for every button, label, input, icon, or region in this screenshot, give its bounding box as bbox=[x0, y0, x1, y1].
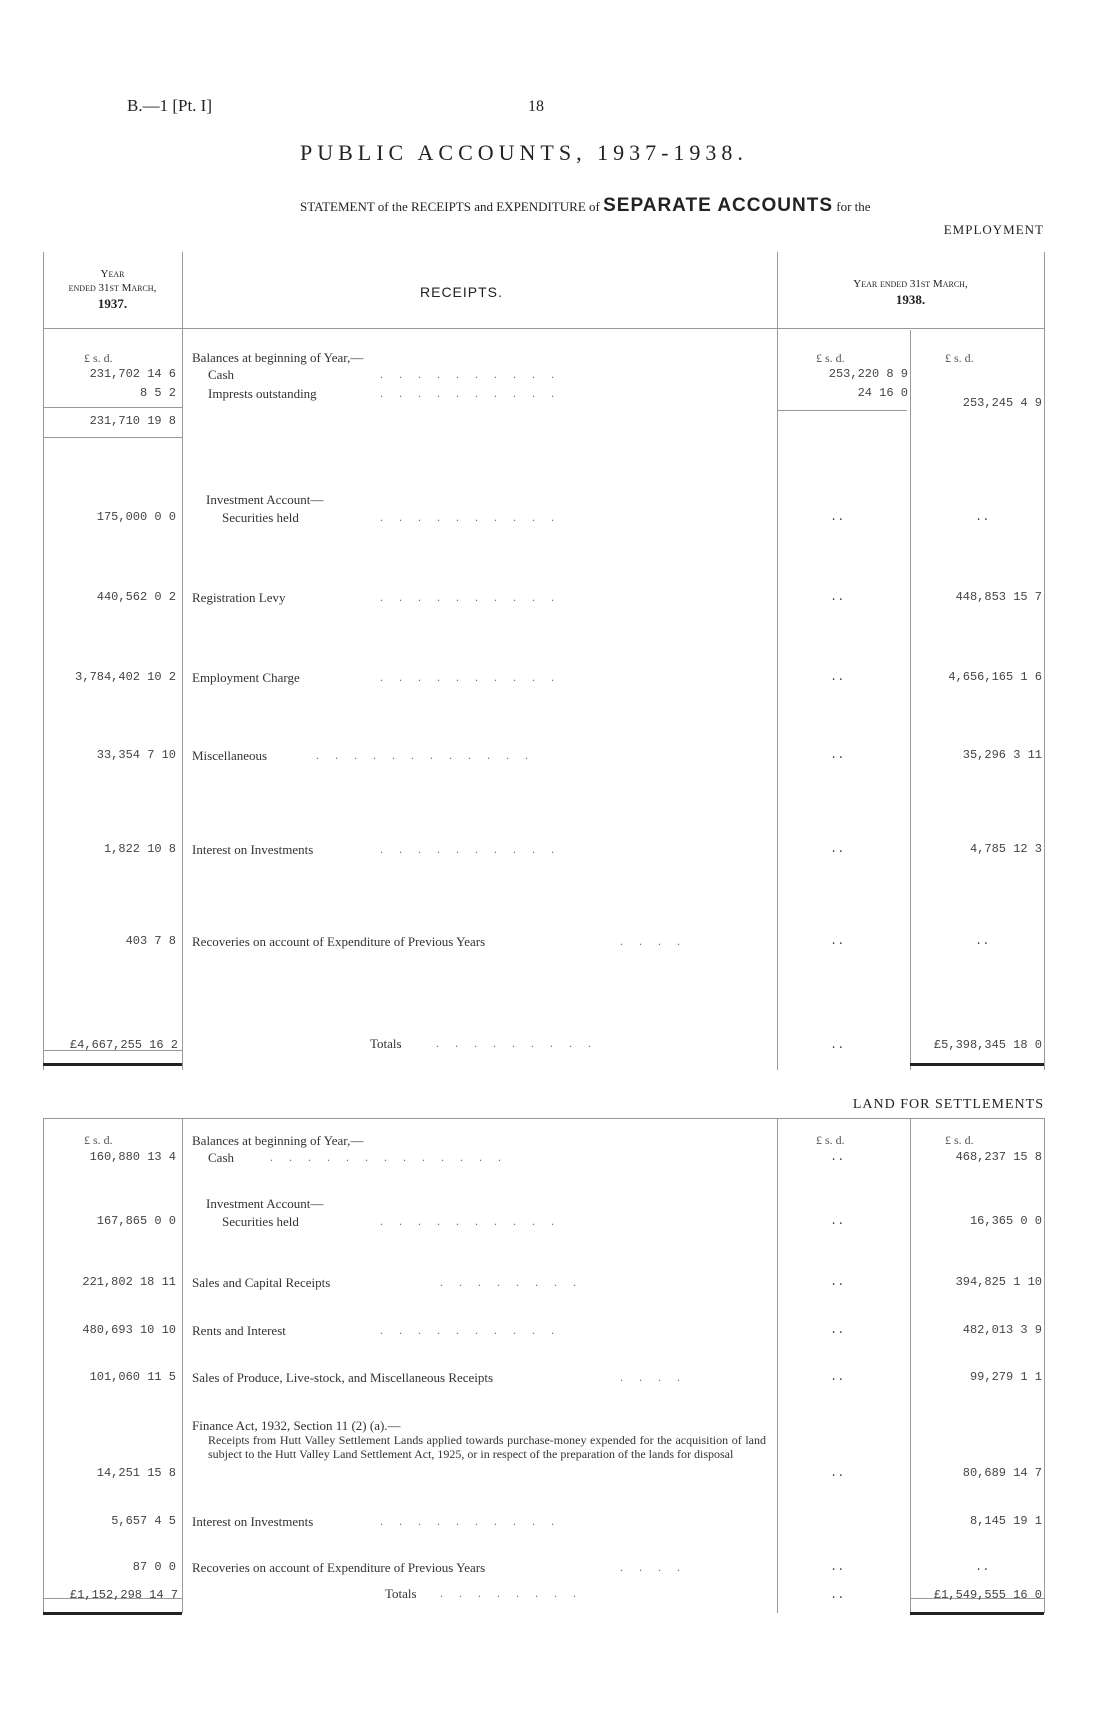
rule bbox=[182, 252, 183, 1070]
amount-1937: 1,822 10 8 bbox=[103, 842, 176, 856]
amount-1937: 101,060 11 5 bbox=[89, 1370, 176, 1384]
lsd-heading: £ s. d. bbox=[945, 351, 974, 365]
column-header-receipts: RECEIPTS. bbox=[420, 284, 503, 300]
amount-1937: 5,657 4 5 bbox=[111, 1514, 176, 1528]
statement-post: for the bbox=[836, 199, 871, 214]
leader-dots: .... bbox=[620, 934, 696, 948]
column-header-1937: Year ended 31st March, 1937. bbox=[68, 268, 157, 311]
amount-1937: 440,562 0 2 bbox=[96, 590, 176, 604]
amount-1937: 175,000 0 0 bbox=[96, 510, 176, 524]
row-label: Interest on Investments bbox=[192, 842, 314, 857]
row-label: Finance Act, 1932, Section 11 (2) (a).— bbox=[192, 1418, 401, 1433]
amount-1937: 160,880 13 4 bbox=[89, 1150, 176, 1164]
amount-1938: .. bbox=[975, 510, 990, 524]
row-label: Sales and Capital Receipts bbox=[192, 1275, 331, 1290]
rule bbox=[43, 1118, 1044, 1119]
leader-dots: .......... bbox=[380, 510, 570, 524]
leader-dots: .......... bbox=[380, 590, 570, 604]
rule bbox=[777, 1118, 778, 1613]
amount-sub: .. bbox=[830, 842, 845, 856]
row-label: Investment Account— bbox=[206, 492, 324, 507]
row-label: Registration Levy bbox=[192, 590, 286, 605]
amount-1938: 448,853 15 7 bbox=[955, 590, 1042, 604]
amount-1937: 8 5 2 bbox=[139, 386, 176, 400]
statement-heading bbox=[300, 195, 871, 217]
rule bbox=[43, 1063, 182, 1066]
amount-1937: 87 0 0 bbox=[132, 1560, 176, 1574]
amount-1937: 221,802 18 11 bbox=[82, 1275, 176, 1289]
amount-sub: .. bbox=[830, 1214, 845, 1228]
amount-1938: 8,145 19 1 bbox=[969, 1514, 1042, 1528]
leader-dots: .......... bbox=[380, 367, 570, 381]
amount-1938: .. bbox=[975, 934, 990, 948]
amount-1937: 231,710 19 8 bbox=[89, 414, 176, 428]
rule bbox=[1044, 252, 1045, 1070]
row-label: Employment Charge bbox=[192, 670, 300, 685]
row-label: Investment Account— bbox=[206, 1196, 324, 1211]
amount-1937: 231,702 14 6 bbox=[89, 367, 176, 381]
row-label: Interest on Investments bbox=[192, 1514, 314, 1529]
leader-dots: .......... bbox=[380, 1323, 570, 1337]
rule bbox=[910, 1063, 1044, 1066]
leader-dots: .......... bbox=[380, 1514, 570, 1528]
column-header-1938: Year ended 31st March, 1938. bbox=[853, 278, 968, 307]
rule bbox=[910, 1118, 911, 1613]
row-label: Miscellaneous bbox=[192, 748, 268, 763]
lsd-heading: £ s. d. bbox=[84, 1133, 113, 1147]
leader-dots: ......... bbox=[436, 1036, 607, 1050]
amount-1938: 482,013 3 9 bbox=[962, 1323, 1042, 1337]
rule bbox=[43, 1612, 182, 1615]
lsd-heading: £ s. d. bbox=[84, 351, 113, 365]
statement-pre: STATEMENT of the RECEIPTS and EXPENDITURE of bbox=[300, 199, 600, 214]
row-label: Cash bbox=[208, 367, 234, 382]
amount-1938: 4,785 12 3 bbox=[969, 842, 1042, 856]
page-number: 18 bbox=[528, 98, 544, 115]
amount-1937: 480,693 10 10 bbox=[82, 1323, 176, 1337]
rule bbox=[43, 437, 182, 438]
row-label: Rents and Interest bbox=[192, 1323, 286, 1338]
total-1937: £1,152,298 14 7 bbox=[69, 1588, 178, 1602]
lsd-heading: £ s. d. bbox=[945, 1133, 974, 1147]
amount-sub: .. bbox=[830, 510, 845, 524]
row-label: Balances at beginning of Year,— bbox=[192, 1133, 364, 1148]
amount-1938: 253,245 4 9 bbox=[962, 396, 1042, 410]
amount-1937: 3,784,402 10 2 bbox=[75, 670, 176, 684]
rule bbox=[43, 328, 1044, 329]
amount-1937: 403 7 8 bbox=[125, 934, 176, 948]
leader-dots: .......... bbox=[380, 842, 570, 856]
leader-dots: ........ bbox=[440, 1275, 592, 1289]
leader-dots: ........ bbox=[440, 1586, 592, 1600]
leader-dots: .......... bbox=[380, 670, 570, 684]
amount-1937: 167,865 0 0 bbox=[96, 1214, 176, 1228]
total-1937: £4,667,255 16 2 bbox=[69, 1038, 178, 1052]
document-reference: B.—1 [Pt. I] bbox=[127, 96, 212, 115]
row-label: Totals bbox=[385, 1586, 417, 1601]
total-1938: £1,549,555 16 0 bbox=[933, 1588, 1042, 1602]
amount-1938: 80,689 14 7 bbox=[962, 1466, 1042, 1480]
row-label: Securities held bbox=[222, 510, 299, 525]
amount-sub: .. bbox=[830, 1370, 845, 1384]
amount-1937: 14,251 15 8 bbox=[96, 1466, 176, 1480]
amount-1938: 35,296 3 11 bbox=[962, 748, 1042, 762]
amount-1938: 99,279 1 1 bbox=[969, 1370, 1042, 1384]
lsd-heading: £ s. d. bbox=[816, 1133, 845, 1147]
amount-1938: .. bbox=[975, 1560, 990, 1574]
amount-1938: 468,237 15 8 bbox=[955, 1150, 1042, 1164]
amount-sub: .. bbox=[830, 670, 845, 684]
row-label: Cash bbox=[208, 1150, 234, 1165]
amount-sub: .. bbox=[830, 1038, 845, 1052]
leader-dots: .......... bbox=[380, 386, 570, 400]
rule bbox=[182, 1118, 183, 1613]
amount-sub: .. bbox=[830, 1150, 845, 1164]
lsd-heading: £ s. d. bbox=[816, 351, 845, 365]
statement-big: SEPARATE ACCOUNTS bbox=[603, 195, 834, 216]
section-land-for-settlements: LAND FOR SETTLEMENTS bbox=[852, 1097, 1044, 1112]
amount-sub: .. bbox=[830, 934, 845, 948]
amount-sub: .. bbox=[830, 1323, 845, 1337]
total-1938: £5,398,345 18 0 bbox=[933, 1038, 1042, 1052]
rule bbox=[777, 410, 907, 411]
amount-sub: .. bbox=[830, 1466, 845, 1480]
row-label: Imprests outstanding bbox=[208, 386, 317, 401]
amount-sub: .. bbox=[830, 1275, 845, 1289]
amount-1938: 4,656,165 1 6 bbox=[948, 670, 1042, 684]
rule bbox=[1044, 1118, 1045, 1613]
row-label: Balances at beginning of Year,— bbox=[192, 350, 364, 365]
row-label: Recoveries on account of Expenditure of Previous Years bbox=[192, 1560, 486, 1575]
amount-1937: 33,354 7 10 bbox=[96, 748, 176, 762]
leader-dots: ............ bbox=[316, 748, 544, 762]
amount-1938: 16,365 0 0 bbox=[969, 1214, 1042, 1228]
rule bbox=[43, 407, 182, 408]
leader-dots: ............. bbox=[270, 1150, 517, 1164]
leader-dots: .......... bbox=[380, 1214, 570, 1228]
rule bbox=[43, 1118, 44, 1613]
amount-sub: .. bbox=[830, 1560, 845, 1574]
rule bbox=[43, 252, 44, 1070]
row-label: Sales of Produce, Live-stock, and Miscellaneous Receipts bbox=[192, 1370, 494, 1385]
amount-sub: .. bbox=[830, 590, 845, 604]
rule bbox=[777, 252, 778, 1070]
row-label: Recoveries on account of Expenditure of Previous Years bbox=[192, 934, 486, 949]
amount-sub: 253,220 8 9 bbox=[828, 367, 908, 381]
row-label: Totals bbox=[370, 1036, 402, 1051]
leader-dots: .... bbox=[620, 1370, 696, 1384]
leader-dots: .... bbox=[620, 1560, 696, 1574]
amount-1938: 394,825 1 10 bbox=[955, 1275, 1042, 1289]
rule bbox=[910, 1612, 1044, 1615]
amount-sub: 24 16 0 bbox=[857, 386, 908, 400]
amount-sub: .. bbox=[830, 748, 845, 762]
amount-sub: .. bbox=[830, 1588, 845, 1602]
row-label: Securities held bbox=[222, 1214, 299, 1229]
row-paragraph: Receipts from Hutt Valley Settlement Lands applied towards purchase-money expended for the acquisition of land subject to the Hutt Valley Land Settlement Act, 1925, or in respect of the preparation of the lands for disposal bbox=[208, 1433, 766, 1461]
rule bbox=[910, 330, 911, 1070]
section-employment: EMPLOYMENT bbox=[943, 222, 1044, 237]
page-title: PUBLIC ACCOUNTS, 1937-1938. bbox=[300, 140, 748, 165]
